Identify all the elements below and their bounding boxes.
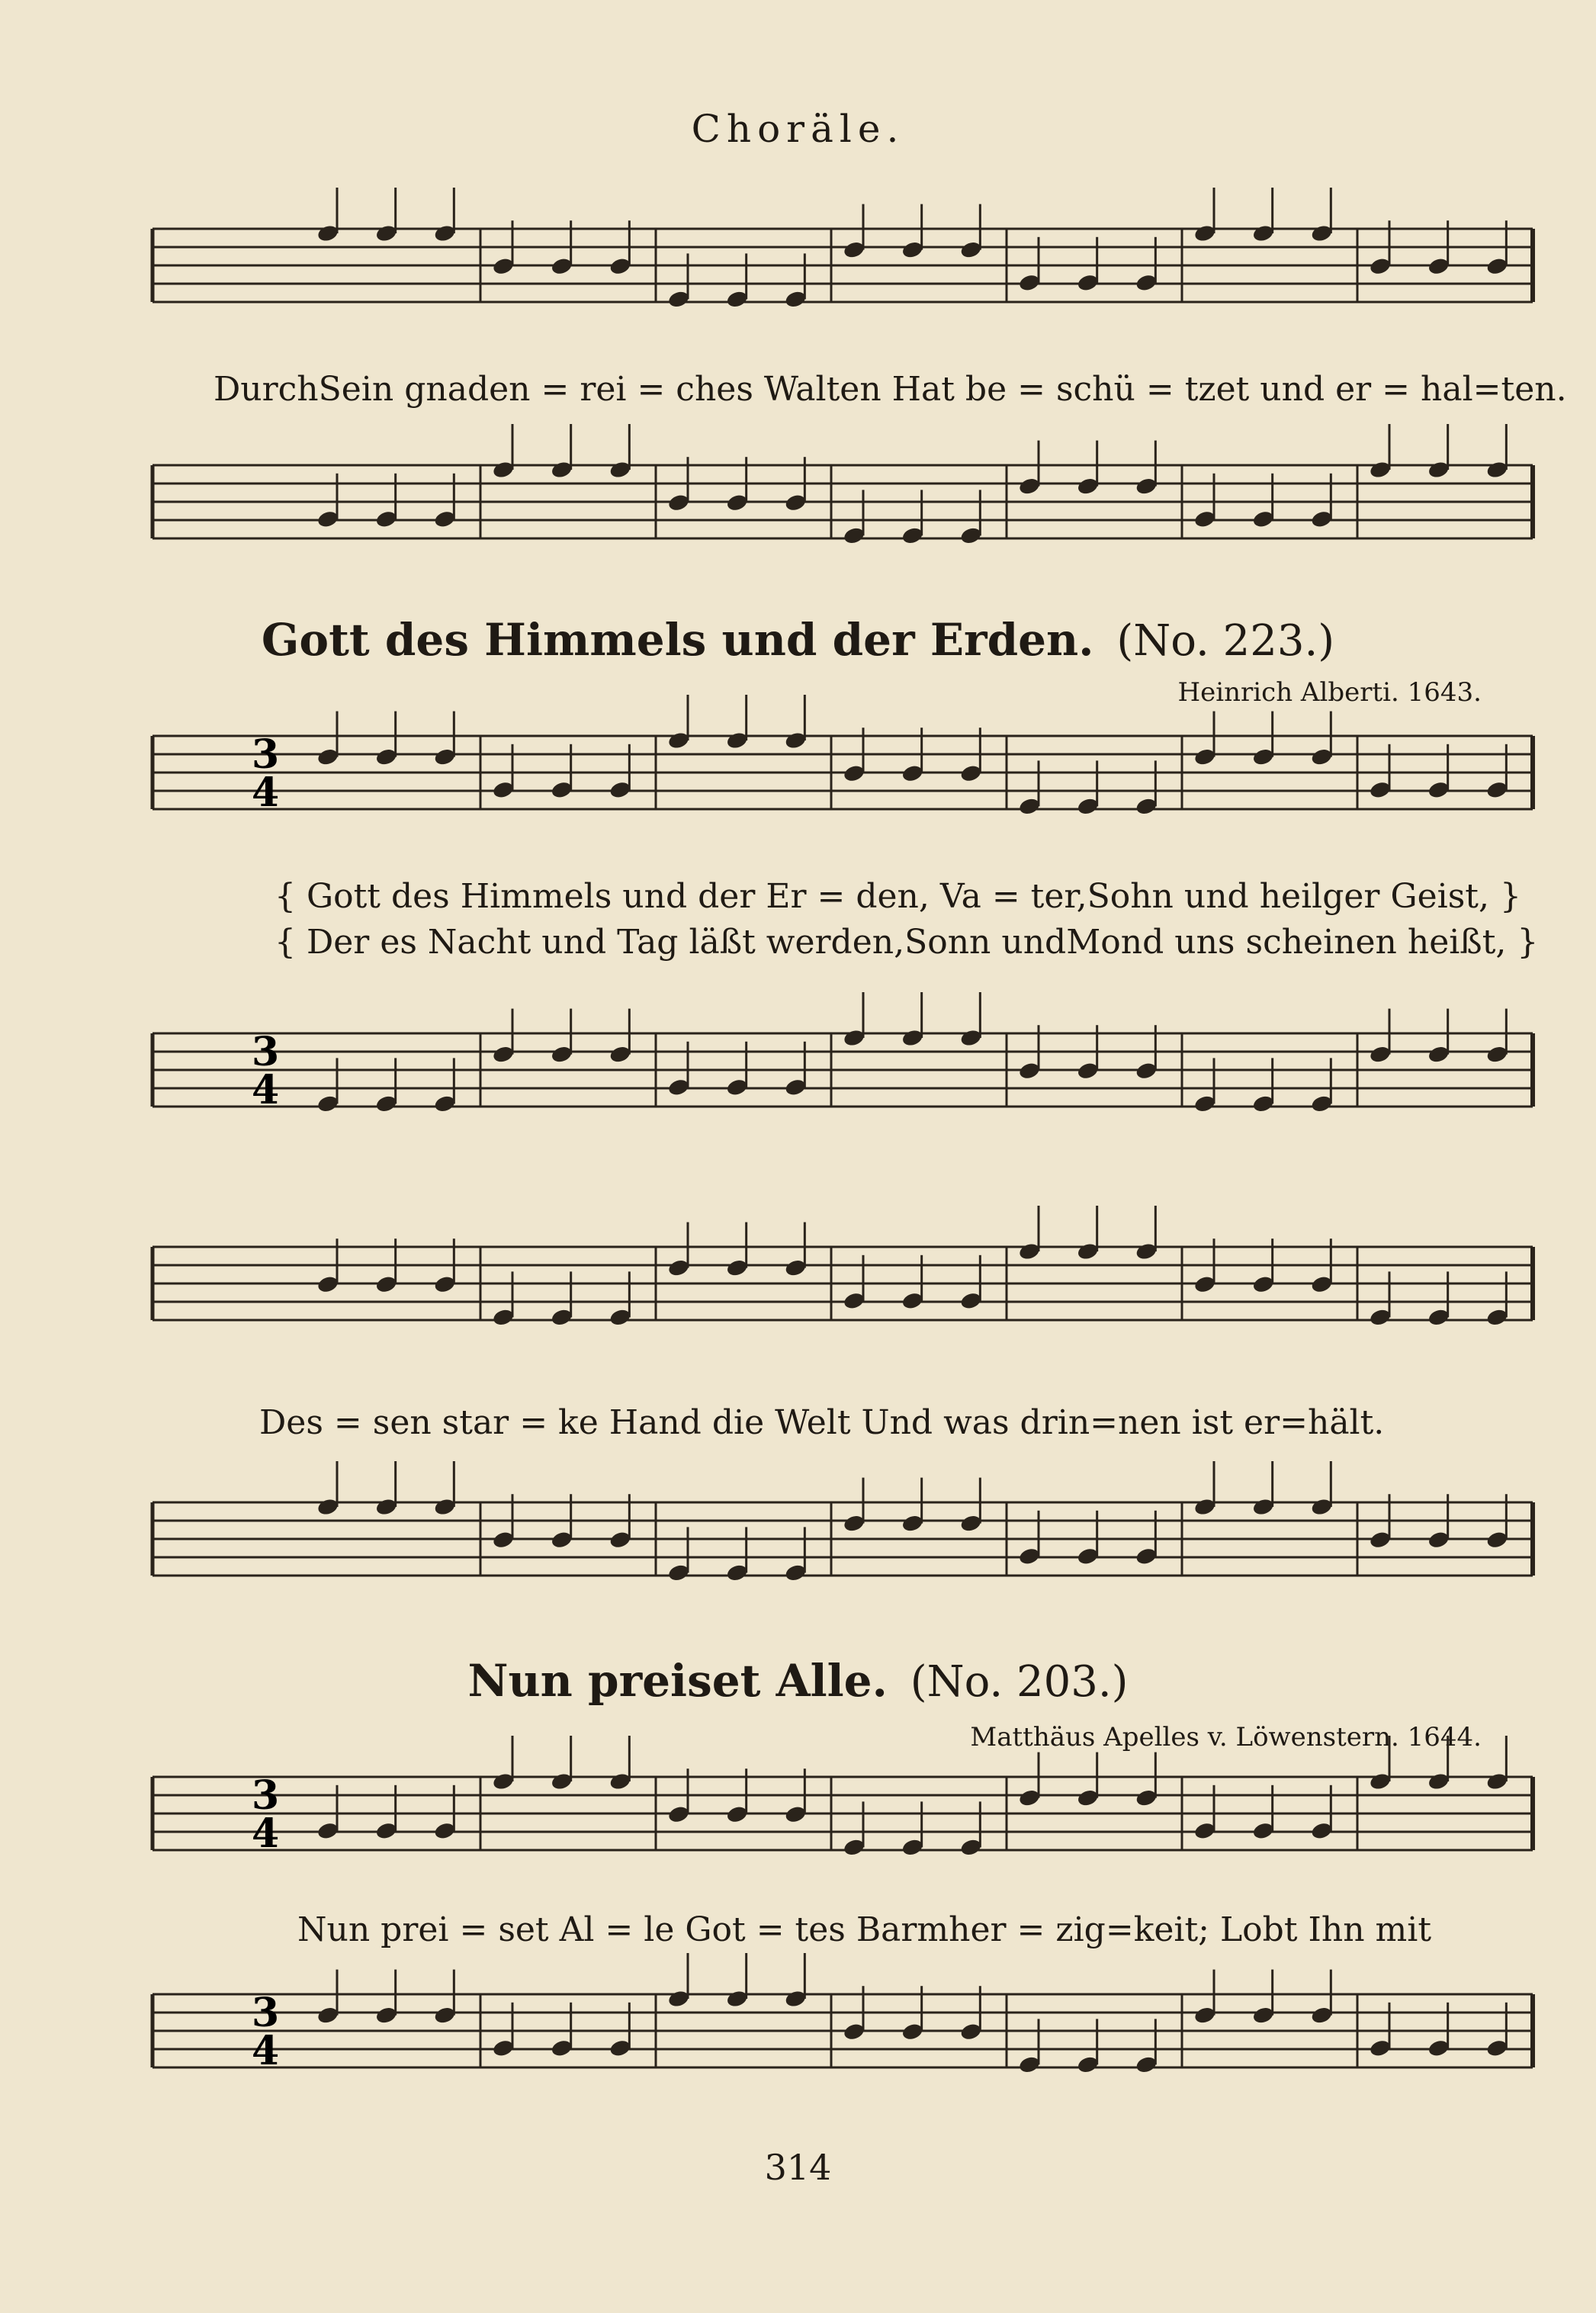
svg-text:3: 3 bbox=[252, 1772, 280, 1819]
svg-text:3: 3 bbox=[252, 1990, 280, 2036]
system-1-treble bbox=[0, 214, 1596, 366]
hymn-1-lyric-3: Des = sen star = ke Hand die Welt Und was drin=nen ist er=hält. bbox=[259, 1403, 1385, 1442]
hymn-1-system-1-bass bbox=[0, 1018, 1596, 1171]
hymn-1-system-2-bass bbox=[0, 1487, 1596, 1640]
hymn-1-attribution: Heinrich Alberti. 1643. bbox=[1177, 677, 1482, 708]
hymn-1-title-text: Gott des Himmels und der Erden. bbox=[261, 614, 1094, 666]
hymn-2-attribution: Matthäus Apelles v. Löwenstern. 1644. bbox=[970, 1722, 1482, 1752]
hymn-1-lyric-1: { Gott des Himmels und der Er = den, Va = ter,Sohn und heilger Geist, } bbox=[275, 877, 1521, 916]
hymn-1-system-1-treble bbox=[0, 721, 1596, 873]
hymn-1-number: (No. 223.) bbox=[1116, 616, 1335, 666]
hymn-2-treble bbox=[0, 1762, 1596, 1914]
svg-text:4: 4 bbox=[252, 769, 280, 816]
system-1-bass bbox=[0, 450, 1596, 602]
hymn-2-bass bbox=[0, 1979, 1596, 2131]
svg-text:4: 4 bbox=[252, 1067, 280, 1113]
svg-text:4: 4 bbox=[252, 2028, 280, 2074]
page-number: 314 bbox=[764, 2147, 832, 2188]
hymn-2-title bbox=[0, 1655, 1596, 1707]
hymn-1-system-2-treble bbox=[0, 1232, 1596, 1384]
hymn-2-title-text: Nun preiset Alle. bbox=[467, 1655, 888, 1707]
svg-text:3: 3 bbox=[252, 731, 280, 778]
hymn-1-title bbox=[0, 614, 1596, 666]
hymn-2-number: (No. 203.) bbox=[910, 1657, 1129, 1707]
svg-text:3: 3 bbox=[252, 1029, 280, 1075]
svg-text:4: 4 bbox=[252, 1810, 280, 1857]
hymn-1-lyric-2: { Der es Nacht und Tag läßt werden,Sonn undMond uns scheinen heißt, } bbox=[275, 923, 1539, 962]
page-header: Choräle. bbox=[691, 107, 905, 151]
hymn-2-lyric: Nun prei = set Al = le Got = tes Barmher = zig=keit; Lobt Ihn mit bbox=[297, 1910, 1432, 1949]
system-1-lyric: DurchSein gnaden = rei = ches Walten Hat be = schü = tzet und er = hal=ten. bbox=[214, 370, 1567, 409]
